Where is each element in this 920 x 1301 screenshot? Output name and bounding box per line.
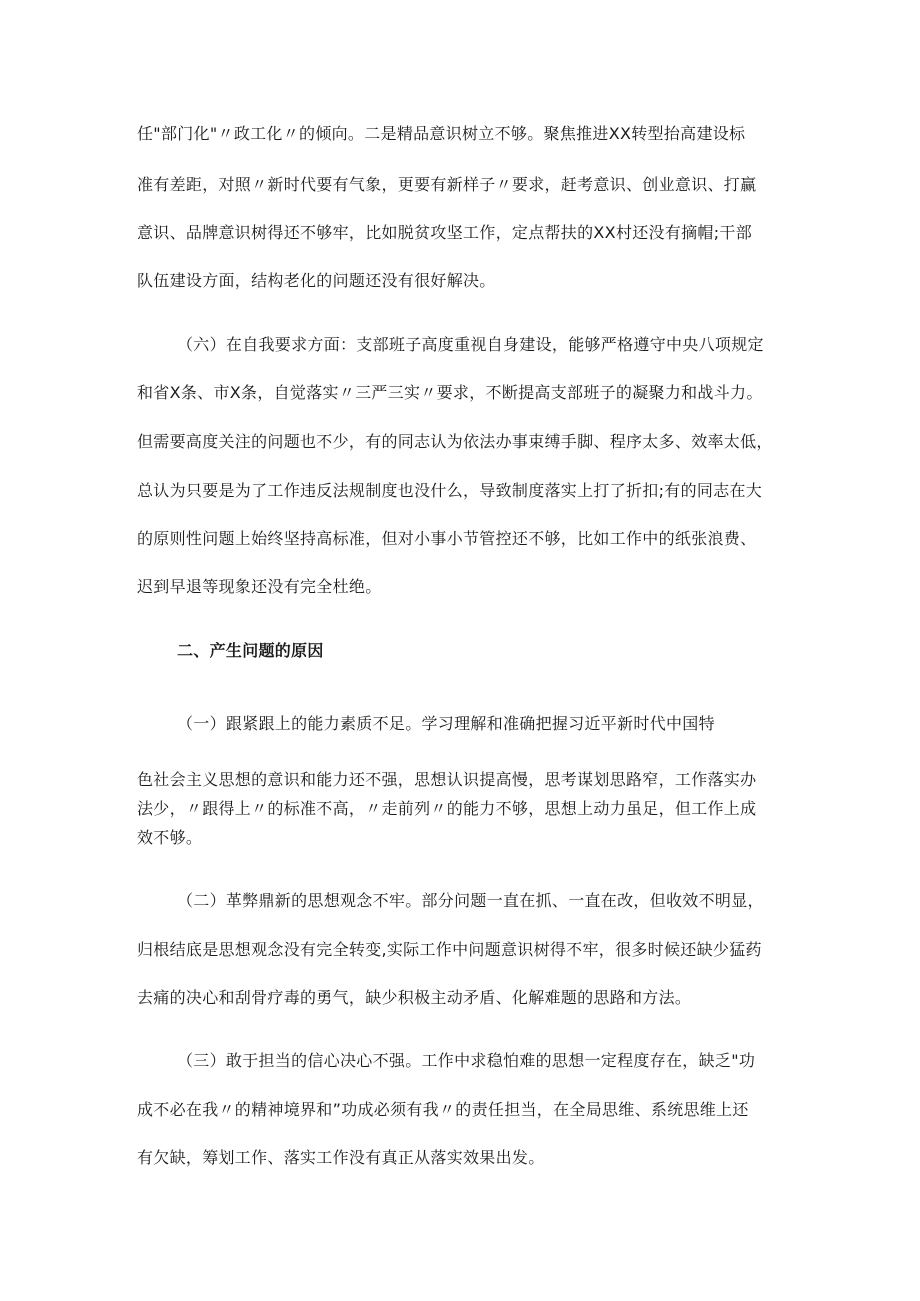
paragraph-line: （二）革弊鼎新的思想观念不牢。部分问题一直在抓、一直在改，但收效不明显， bbox=[177, 891, 764, 910]
paragraph-line: 法少，〃跟得上〃的标准不高，〃走前列〃的能力不够，思想上动力虽足，但工作上成 bbox=[137, 799, 757, 818]
paragraph-line: 总认为只要是为了工作违反法规制度也没什么，导致制度落实上打了折扣;有的同志在大 bbox=[137, 481, 763, 500]
section-heading: 二、产生问题的原因 bbox=[177, 641, 324, 660]
paragraph-line: 去痛的决心和刮骨疗毒的勇气，缺少积极主动矛盾、化解难题的思路和方法。 bbox=[137, 988, 692, 1007]
paragraph-line: 任"部门化"〃政工化〃的倾向。二是精品意识树立不够。聚焦推进XX转型抬高建设标 bbox=[137, 124, 746, 143]
paragraph-line: （一）跟紧跟上的能力素质不足。学习理解和准确把握习近平新时代中国特 bbox=[177, 714, 715, 733]
paragraph-line: （六）在自我要求方面：支部班子高度重视自身建设，能够严格遵守中央八项规定 bbox=[177, 335, 764, 354]
paragraph-line: 但需要高度关注的问题也不少，有的同志认为依法办事束缚手脚、程序太多、效率太低， bbox=[137, 432, 773, 451]
paragraph-line: 有欠缺，筹划工作、落实工作没有真正从落实效果出发。 bbox=[137, 1148, 545, 1167]
paragraph-line: 效不够。 bbox=[137, 828, 203, 847]
paragraph-line: 和省X条、市X条，自觉落实〃三严三实〃要求，不断提高支部班子的凝聚力和战斗力。 bbox=[137, 383, 763, 402]
paragraph-line: 迟到早退等现象还没有完全杜绝。 bbox=[137, 577, 382, 596]
paragraph-line: 归根结底是思想观念没有完全转变,实际工作中问题意识树得不牢，很多时候还缺少猛药 bbox=[137, 940, 762, 959]
paragraph-line: 成不必在我〃的精神境界和”功成必须有我〃的责任担当，在全局思维、系统思维上还 bbox=[137, 1100, 749, 1119]
paragraph-line: 意识、品牌意识树得还不够牢，比如脱贫攻坚工作，定点帮扶的XX村还没有摘帽;干部 bbox=[137, 223, 753, 242]
paragraph-line: 队伍建设方面，结构老化的问题还没有很好解决。 bbox=[137, 271, 496, 290]
paragraph-line: （三）敢于担当的信心决心不强。工作中求稳怕难的思想一定程度存在，缺乏"功 bbox=[177, 1051, 756, 1070]
paragraph-line: 色社会主义思想的意识和能力还不强，思想认识提高慢，思考谋划思路窄，工作落实办 bbox=[137, 770, 757, 789]
paragraph-line: 准有差距，对照〃新时代要有气象，更要有新样子〃要求，赶考意识、创业意识、打赢 bbox=[137, 175, 757, 194]
paragraph-line: 的原则性问题上始终坚持高标准，但对小事小节管控还不够，比如工作中的纸张浪费、 bbox=[137, 529, 757, 548]
